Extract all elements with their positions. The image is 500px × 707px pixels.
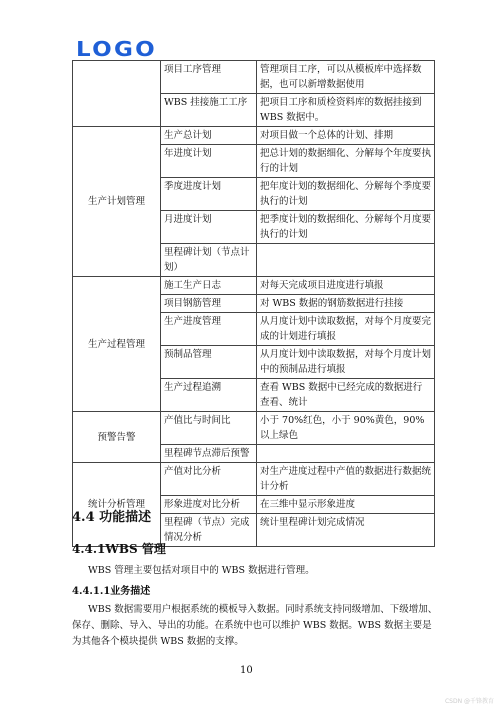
item-cell: 里程碑节点滞后预警 xyxy=(161,445,257,463)
desc-cell: 查看 WBS 数据中已经完成的数据进行查看、统计 xyxy=(257,379,435,412)
subsection-heading: 4.4.1WBS 管理 xyxy=(72,542,166,556)
category-cell: 生产过程管理 xyxy=(73,277,161,412)
subsubsection-heading: 4.4.1.1业务描述 xyxy=(72,586,151,597)
category-cell: 生产计划管理 xyxy=(73,127,161,277)
watermark: CSDN @千锋教育 xyxy=(444,698,494,705)
desc-cell xyxy=(257,244,435,277)
desc-cell: 把季度计划的数据细化、分解每个月度要执行的计划 xyxy=(257,211,435,244)
section-heading: 4.4 功能描述 xyxy=(72,510,152,525)
table-row xyxy=(73,277,435,295)
desc-cell: 把总计划的数据细化、分解每个年度要执行的计划 xyxy=(257,145,435,178)
item-cell: 月进度计划 xyxy=(161,211,257,244)
item-cell: 年进度计划 xyxy=(161,145,257,178)
category-cell: 统计分析管理 xyxy=(73,463,161,547)
desc-cell: 从月度计划中读取数据，对每个月度计划中的预制品进行填报 xyxy=(257,346,435,379)
item-cell: 项目工序管理 xyxy=(161,61,257,94)
item-cell: 产值对比分析 xyxy=(161,463,257,496)
item-cell: 生产进度管理 xyxy=(161,313,257,346)
paragraph: WBS 管理主要包括对项目中的 WBS 数据进行管理。 xyxy=(88,565,315,576)
desc-cell: 对项目做一个总体的计划、排期 xyxy=(257,127,435,145)
desc-cell: 在三维中显示形象进度 xyxy=(257,496,435,514)
function-table xyxy=(72,60,435,547)
item-cell: 里程碑（节点）完成情况分析 xyxy=(161,514,257,547)
item-cell: 形象进度对比分析 xyxy=(161,496,257,514)
desc-cell: 对 WBS 数据的钢筋数据进行挂接 xyxy=(257,295,435,313)
logo: LOGO xyxy=(76,37,158,61)
desc-cell: 管理项目工序，可以从模板库中选择数据，也可以新增数据使用 xyxy=(257,61,435,94)
desc-cell: 把项目工序和质检资料库的数据挂接到 WBS 数据中。 xyxy=(257,94,435,127)
desc-cell: 统计里程碑计划完成情况 xyxy=(257,514,435,547)
paragraph: WBS 数据需要用户根据系统的模板导入数据。同时系统支持同级增加、下级增加、保存、删除、导入、导出的功能。在系统中也可以维护 WBS 数据。WBS 数据主要是为其他各个模块提供 WBS 数据的支撑。 xyxy=(72,604,438,647)
item-cell: WBS 挂接施工工序 xyxy=(161,94,257,127)
item-cell: 预制品管理 xyxy=(161,346,257,379)
desc-cell: 对每天完成项目进度进行填报 xyxy=(257,277,435,295)
table-row xyxy=(73,127,435,145)
category-cell xyxy=(73,61,161,127)
desc-cell: 小于 70%红色，小于 90%黄色，90%以上绿色 xyxy=(257,412,435,445)
item-cell: 季度进度计划 xyxy=(161,178,257,211)
desc-cell xyxy=(257,445,435,463)
desc-cell: 对生产进度过程中产值的数据进行数据统计分析 xyxy=(257,463,435,496)
table-row xyxy=(73,61,435,94)
table-row xyxy=(73,412,435,445)
desc-cell: 从月度计划中读取数据，对每个月度要完成的计划进行填报 xyxy=(257,313,435,346)
item-cell: 生产总计划 xyxy=(161,127,257,145)
desc-cell: 把年度计划的数据细化、分解每个季度要执行的计划 xyxy=(257,178,435,211)
category-cell: 预警告警 xyxy=(73,412,161,463)
item-cell: 施工生产日志 xyxy=(161,277,257,295)
item-cell: 产值比与时间比 xyxy=(161,412,257,445)
page-number: 10 xyxy=(240,665,253,676)
table-row xyxy=(73,463,435,496)
item-cell: 生产过程追溯 xyxy=(161,379,257,412)
item-cell: 里程碑计划（节点计划） xyxy=(161,244,257,277)
item-cell: 项目钢筋管理 xyxy=(161,295,257,313)
